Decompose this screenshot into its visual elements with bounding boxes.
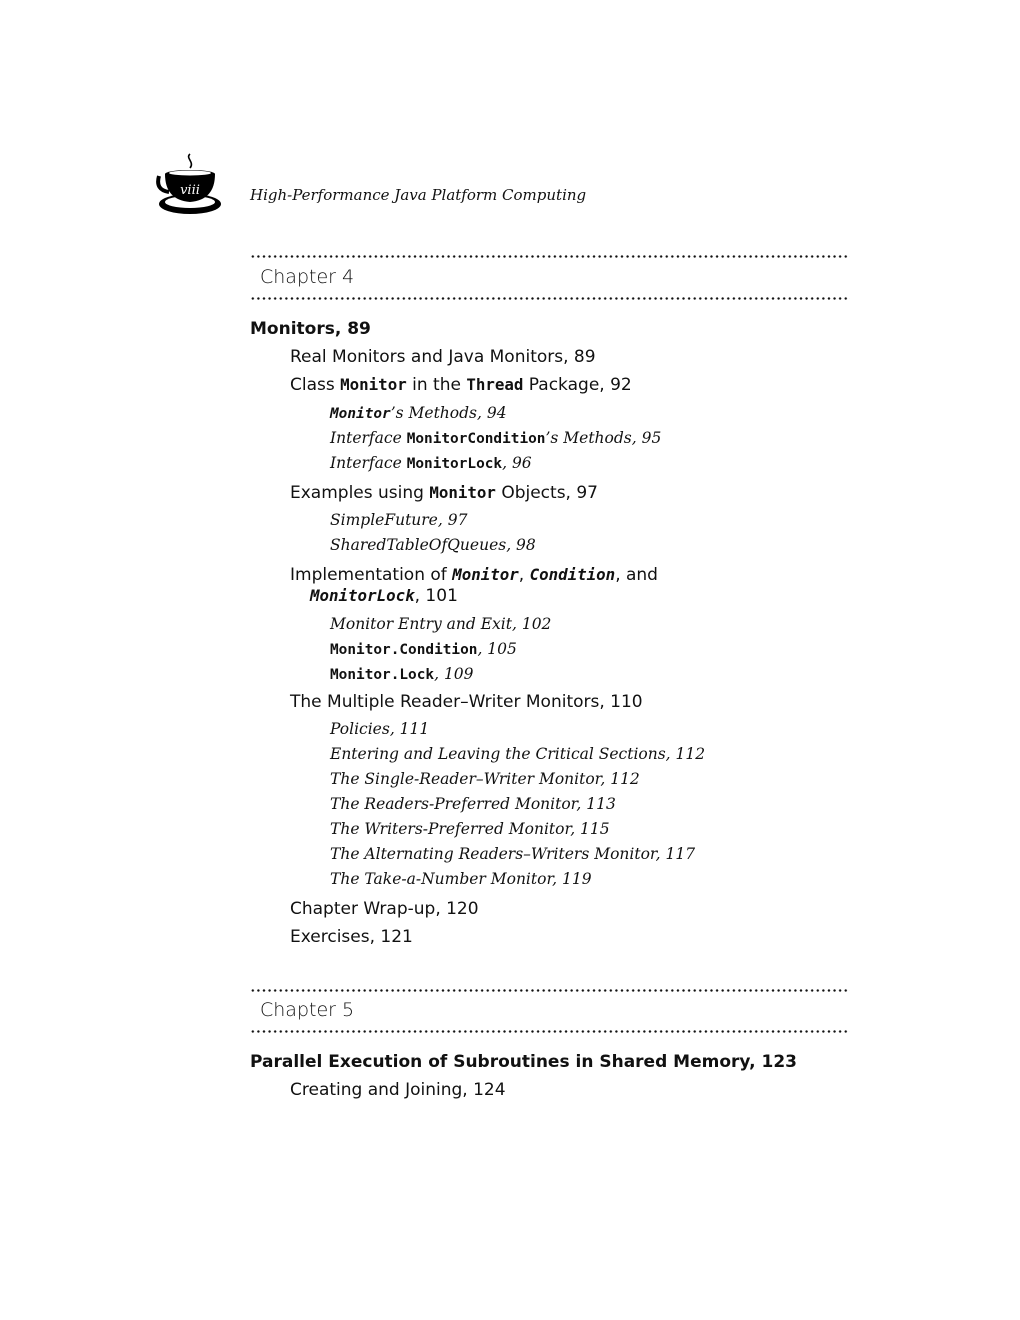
toc-section[interactable]: Class Monitor in the Thread Package, 92 [290,375,632,395]
dotted-rule [250,255,850,258]
dotted-rule [250,1030,850,1033]
chapter-label: Chapter 5 [260,999,355,1021]
toc-subsection[interactable]: The Writers-Preferred Monitor, 115 [330,820,610,838]
toc-subsection[interactable]: Monitor.Lock, 109 [330,665,474,683]
toc-subsection[interactable]: Monitor.Condition, 105 [330,640,517,658]
toc-section[interactable]: The Multiple Reader–Writer Monitors, 110 [290,692,643,712]
toc-subsection[interactable]: The Single-Reader–Writer Monitor, 112 [330,770,640,788]
toc-section[interactable]: Creating and Joining, 124 [290,1080,506,1100]
page-number: viii [180,183,200,198]
dotted-rule [250,297,850,300]
toc-subsection[interactable]: SharedTableOfQueues, 98 [330,536,536,554]
chapter-label: Chapter 4 [260,266,355,288]
toc-subsection[interactable]: Monitor’s Methods, 94 [330,404,507,422]
toc-subsection[interactable]: The Alternating Readers–Writers Monitor, 117 [330,845,696,863]
toc-subsection[interactable]: Entering and Leaving the Critical Sections, 112 [330,745,706,763]
toc-subsection[interactable]: Policies, 111 [330,720,430,738]
toc-section[interactable]: Exercises, 121 [290,927,413,947]
toc-section-continued[interactable]: MonitorLock, 101 [310,586,458,606]
coffee-cup-icon [155,152,225,218]
toc-subsection[interactable]: Monitor Entry and Exit, 102 [330,615,552,633]
chapter-title[interactable]: Parallel Execution of Subroutines in Shared Memory, 123 [250,1052,798,1072]
toc-section[interactable]: Chapter Wrap-up, 120 [290,899,479,919]
chapter-title[interactable]: Monitors, 89 [250,319,371,339]
toc-subsection[interactable]: Interface MonitorLock, 96 [330,454,532,472]
toc-section[interactable]: Examples using Monitor Objects, 97 [290,483,598,503]
dotted-rule [250,989,850,992]
toc-subsection[interactable]: The Readers-Preferred Monitor, 113 [330,795,616,813]
running-header-title: High-Performance Java Platform Computing [250,186,587,204]
toc-section[interactable]: Implementation of Monitor, Condition, and [290,565,658,585]
toc-subsection[interactable]: SimpleFuture, 97 [330,511,468,529]
toc-section[interactable]: Real Monitors and Java Monitors, 89 [290,347,596,367]
toc-subsection[interactable]: Interface MonitorCondition’s Methods, 95 [330,429,662,447]
toc-subsection[interactable]: The Take-a-Number Monitor, 119 [330,870,592,888]
